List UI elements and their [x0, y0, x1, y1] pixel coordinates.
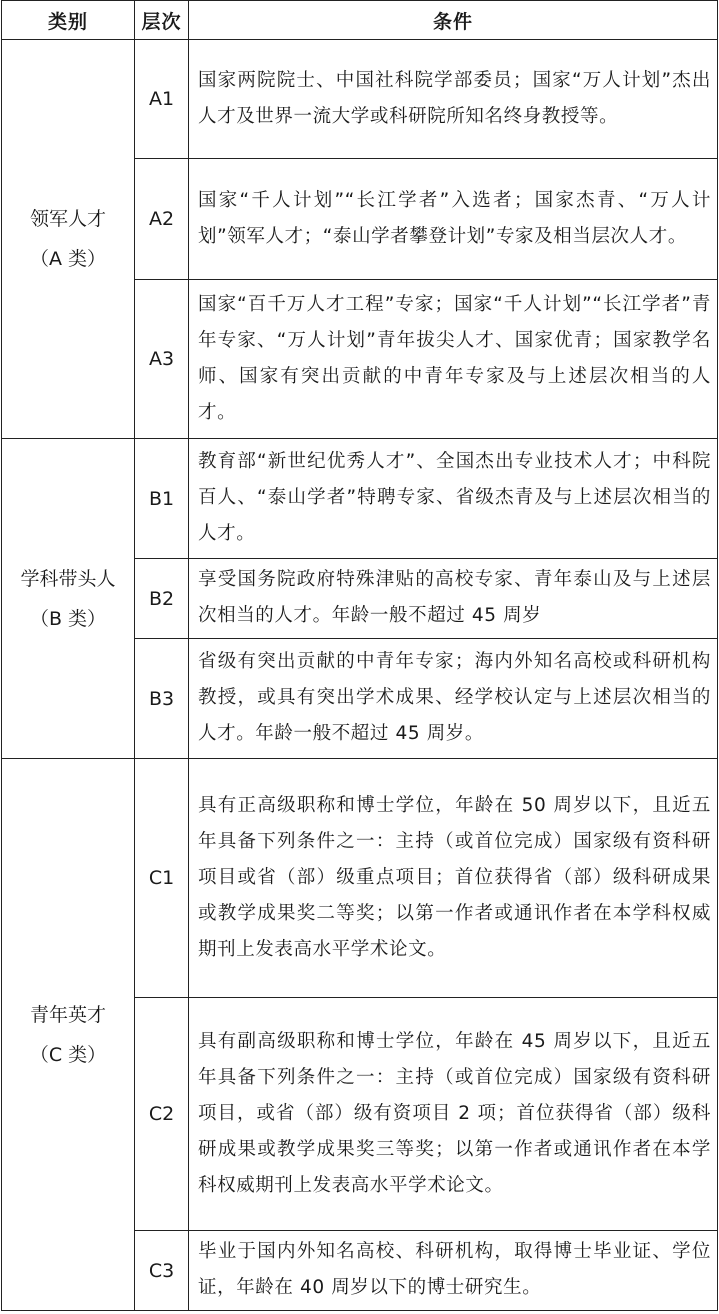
- talent-criteria-table: [1, 0, 718, 1311]
- condition-cell: 国家“千人计划”“长江学者”入选者；国家杰青、“万人计划”领军人才；“泰山学者攀登计划”专家及相当层次人才。: [189, 159, 718, 280]
- level-cell: C3: [135, 1231, 189, 1311]
- table-row: [2, 439, 718, 559]
- category-sub: （B 类）: [29, 607, 107, 630]
- level-cell: C2: [135, 998, 189, 1231]
- table-row: [2, 759, 718, 998]
- condition-cell: 教育部“新世纪优秀人才”、全国杰出专业技术人才；中科院百人、“泰山学者”特聘专家、省级杰青及与上述层次相当的人才。: [189, 439, 718, 559]
- category-cell-a: [2, 40, 135, 439]
- condition-cell: 省级有突出贡献的中青年专家；海内外知名高校或科研机构教授，或具有突出学术成果、经学校认定与上述层次相当的人才。年龄一般不超过 45 周岁。: [189, 639, 718, 759]
- header-condition: 条件: [189, 1, 718, 40]
- level-cell: A2: [135, 159, 189, 280]
- level-cell: A3: [135, 280, 189, 439]
- level-cell: C1: [135, 759, 189, 998]
- category-name: 学科带头人: [20, 567, 116, 590]
- table-row: [2, 40, 718, 159]
- header-row: [2, 1, 718, 40]
- condition-cell: 享受国务院政府特殊津贴的高校专家、青年泰山及与上述层次相当的人才。年龄一般不超过 45 周岁: [189, 559, 718, 639]
- condition-cell: 毕业于国内外知名高校、科研机构，取得博士毕业证、学位证，年龄在 40 周岁以下的博士研究生。: [189, 1231, 718, 1311]
- condition-cell: 国家“百千万人才工程”专家；国家“千人计划”“长江学者”青年专家、“万人计划”青年拔尖人才、国家优青；国家教学名师、国家有突出贡献的中青年专家及与上述层次相当的人才。: [189, 280, 718, 439]
- category-cell-b: [2, 439, 135, 759]
- category-cell-c: [2, 759, 135, 1311]
- header-category: 类别: [2, 1, 135, 40]
- condition-cell: 具有副高级职称和博士学位，年龄在 45 周岁以下，且近五年具备下列条件之一：主持（或首位完成）国家级有资科研项目，或省（部）级有资项目 2 项；首位获得省（部）级科研成果或教学成果奖三等奖；以第一作者或通讯作者在本学科权威期刊上发表高水平学术论文。: [189, 998, 718, 1231]
- level-cell: B3: [135, 639, 189, 759]
- category-name: 青年英才: [29, 1003, 106, 1026]
- level-cell: B1: [135, 439, 189, 559]
- category-sub: （A 类）: [29, 248, 107, 270]
- level-cell: A1: [135, 40, 189, 159]
- condition-cell: 国家两院院士、中国社科院学部委员；国家“万人计划”杰出人才及世界一流大学或科研院所知名终身教授等。: [189, 40, 718, 159]
- category-name: 领军人才: [29, 208, 106, 230]
- condition-cell: 具有正高级职称和博士学位，年龄在 50 周岁以下，且近五年具备下列条件之一：主持（或首位完成）国家级有资科研项目或省（部）级重点项目；首位获得省（部）级科研成果或教学成果奖二等奖；以第一作者或通讯作者在本学科权威期刊上发表高水平学术论文。: [189, 759, 718, 998]
- level-cell: B2: [135, 559, 189, 639]
- header-level: 层次: [135, 1, 189, 40]
- category-sub: （C 类）: [29, 1043, 107, 1066]
